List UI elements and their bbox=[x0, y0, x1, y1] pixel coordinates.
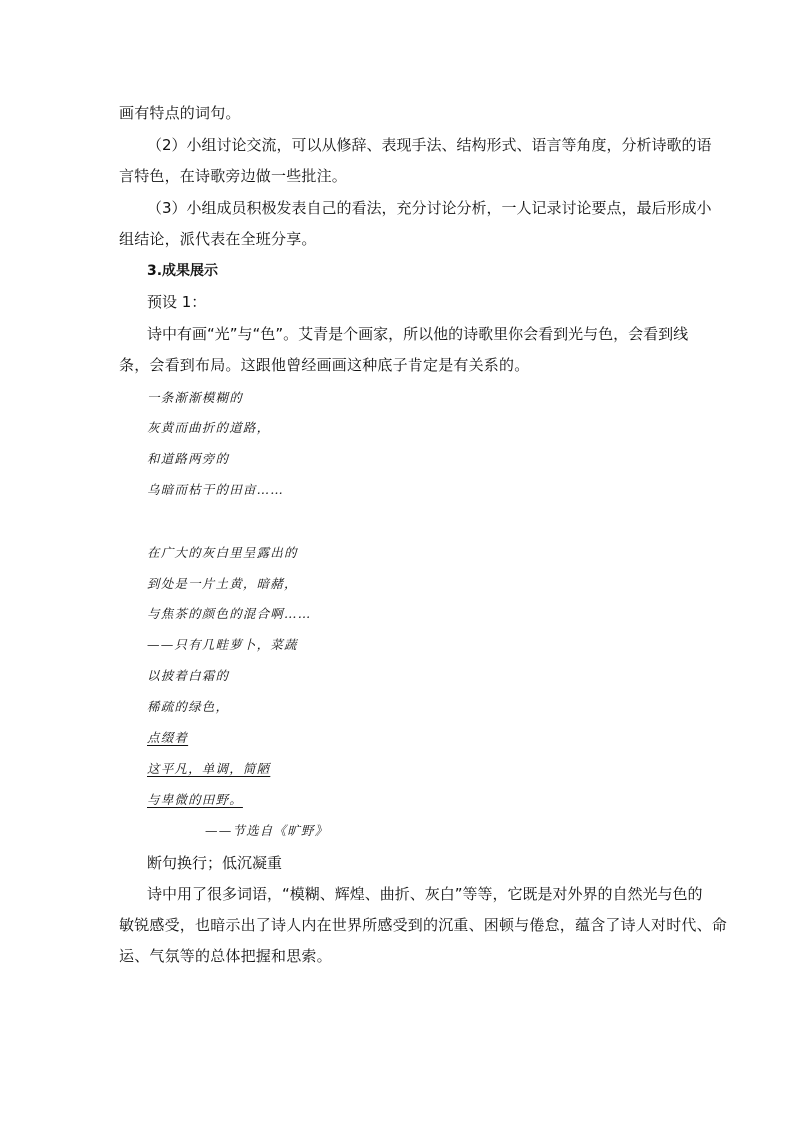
poem-line: 一条渐渐模糊的 bbox=[147, 390, 243, 405]
poem-line: ——只有几畦萝卜，菜蔬 bbox=[147, 637, 298, 652]
poem-line: 与焦茶的颜色的混合啊…… bbox=[147, 606, 312, 621]
analysis-line-1: 诗中有画“光”与“色”。艾青是个画家，所以他的诗歌里你会看到光与色，会看到线 bbox=[147, 325, 689, 343]
paragraph-3-line-1: （3）小组成员积极发表自己的看法，充分讨论分析，一人记录讨论要点，最后形成小 bbox=[147, 199, 712, 217]
poem-line: 在广大的灰白里呈露出的 bbox=[147, 545, 298, 560]
section-heading: 3.成果展示 bbox=[147, 263, 219, 279]
conclusion-line-3: 运、气氛等的总体把握和思索。 bbox=[119, 947, 332, 965]
poem-line: 乌暗而枯干的田亩…… bbox=[147, 482, 285, 497]
paragraph-intro-end: 画有特点的词句。 bbox=[119, 104, 241, 122]
paragraph-3-line-2: 组结论，派代表在全班分享。 bbox=[119, 230, 317, 248]
poem-line: 稀疏的绿色， bbox=[147, 699, 230, 714]
paragraph-2-line-1: （2）小组讨论交流，可以从修辞、表现手法、结构形式、语言等角度，分析诗歌的语 bbox=[147, 136, 712, 154]
poem-source: ——节选自《旷野》 bbox=[205, 823, 329, 838]
poem-line: 和道路两旁的 bbox=[147, 451, 230, 466]
preset-label: 预设 1： bbox=[147, 293, 207, 311]
poem-line-underlined: 与卑微的田野。 bbox=[147, 792, 243, 807]
note-line: 断句换行；低沉凝重 bbox=[147, 854, 283, 872]
poem-line-underlined: 这平凡，单调，简陋 bbox=[147, 761, 271, 776]
analysis-line-2: 条，会看到布局。这跟他曾经画画这种底子肯定是有关系的。 bbox=[119, 356, 530, 374]
poem-line-underlined: 点缀着 bbox=[147, 730, 189, 745]
poem-line: 以披着白霜的 bbox=[147, 668, 230, 683]
paragraph-2-line-2: 言特色，在诗歌旁边做一些批注。 bbox=[119, 167, 348, 185]
conclusion-line-2: 敏锐感受，也暗示出了诗人内在世界所感受到的沉重、困顿与倦怠，蕴含了诗人对时代、命 bbox=[119, 916, 728, 934]
conclusion-line-1: 诗中用了很多词语，“模糊、辉煌、曲折、灰白”等等，它既是对外界的自然光与色的 bbox=[147, 885, 703, 903]
poem-line: 灰黄而曲折的道路， bbox=[147, 420, 271, 435]
poem-line: 到处是一片土黄，暗赭， bbox=[147, 576, 298, 591]
